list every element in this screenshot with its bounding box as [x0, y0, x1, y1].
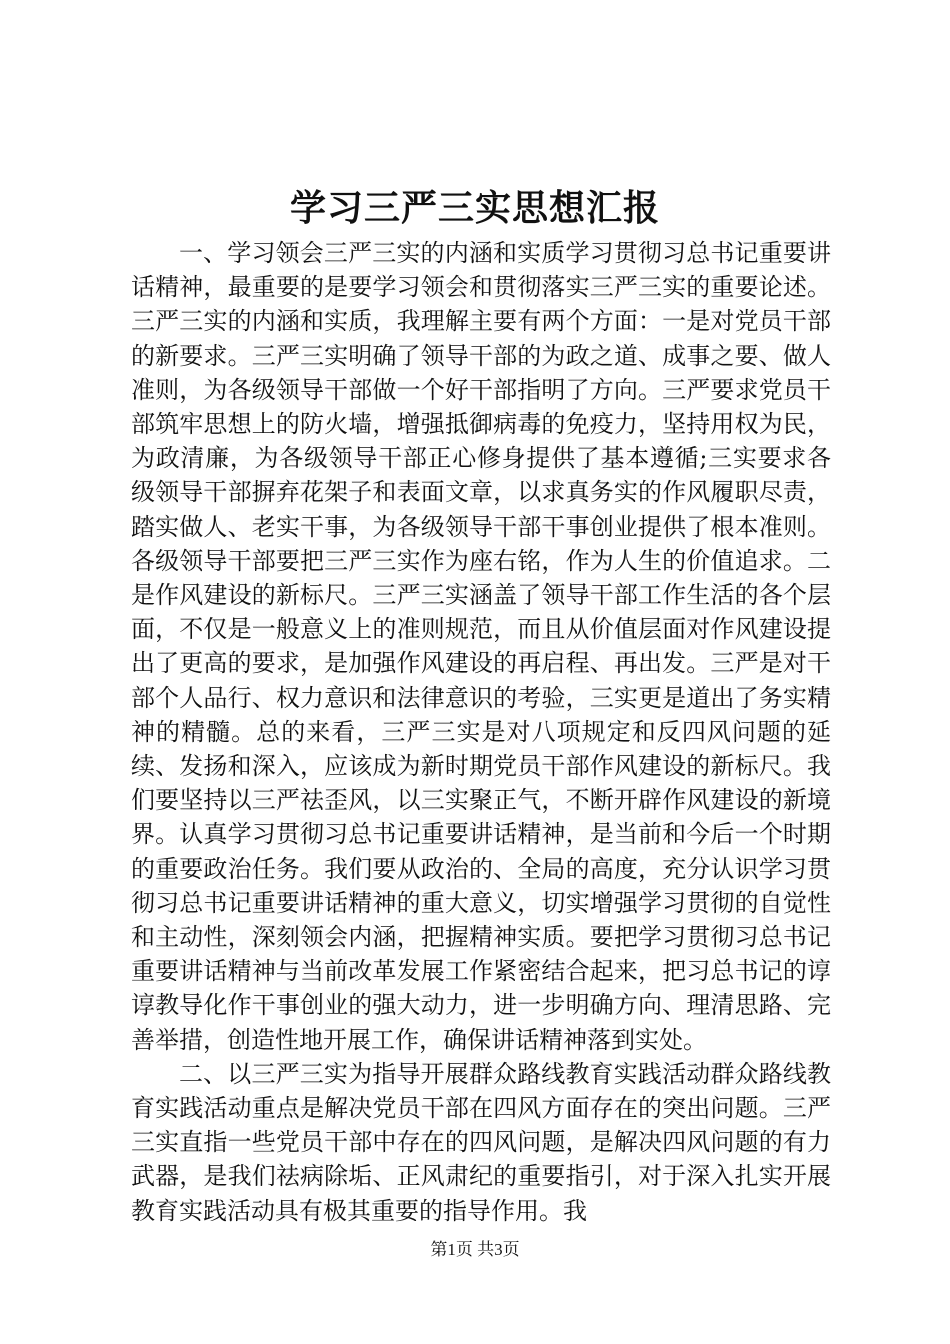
document-title: 学习三严三实思想汇报 — [289, 187, 660, 229]
document-body — [131, 236, 831, 1228]
paragraph-2: 二、以三严三实为指导开展群众路线教育实践活动群众路线教育实践活动重点是解决党员干部在四风方面存在的突出问题。三严三实直指一些党员干部中存在的四风问题，是解决四风问题的有力武器，是我们祛病除垢、正风肃纪的重要指引，对于深入扎实开展教育实践活动具有极其重要的指导作用。我 — [131, 1059, 831, 1225]
paragraph-1: 一、学习领会三严三实的内涵和实质学习贯彻习总书记重要讲话精神，最重要的是要学习领会和贯彻落实三严三实的重要论述。三严三实的内涵和实质，我理解主要有两个方面：一是对党员干部的新要求。三严三实明确了领导干部的为政之道、成事之要、做人准则，为各级领导干部做一个好干部指明了方向。三严要求党员干部筑牢思想上的防火墙，增强抵御病毒的免疫力，坚持用权为民，为政清廉，为各级领导干部正心修身提供了基本遵循;三实要求各级领导干部摒弃花架子和表面文章，以求真务实的作风履职尽责，踏实做人、老实干事，为各级领导干部干事创业提供了根本准则。各级领导干部要把三严三实作为座右铭，作为人生的价值追求。二是作风建设的新标尺。三严三实涵盖了领导干部工作生活的各个层面，不仅是一般意义上的准则规范，而且从价值层面对作风建设提出了更高的要求，是加强作风建设的再启程、再出发。三严是对干部个人品行、权力意识和法律意识的考验，三实更是道出了务实精神的精髓。总的来看，三严三实是对八项规定和反四风问题的延续、发扬和深入，应该成为新时期党员干部作风建设的新标尺。我们要坚持以三严祛歪风，以三实聚正气，不断开辟作风建设的新境界。认真学习贯彻习总书记重要讲话精神，是当前和今后一个时期的重要政治任务。我们要从政治的、全局的高度，充分认识学习贯彻习总书记重要讲话精神的重大意义，切实增强学习贯彻的自觉性和主动性，深刻领会内涵，把握精神实质。要把学习贯彻习总书记重要讲话精神与当前改革发展工作紧密结合起来，把习总书记的谆谆教导化作干事创业的强大动力，进一步明确方向、理清思路、完善举措，创造性地开展工作，确保讲话精神落到实处。 — [131, 239, 831, 1054]
page-number-footer: 第1页 共3页 — [430, 1240, 520, 1259]
